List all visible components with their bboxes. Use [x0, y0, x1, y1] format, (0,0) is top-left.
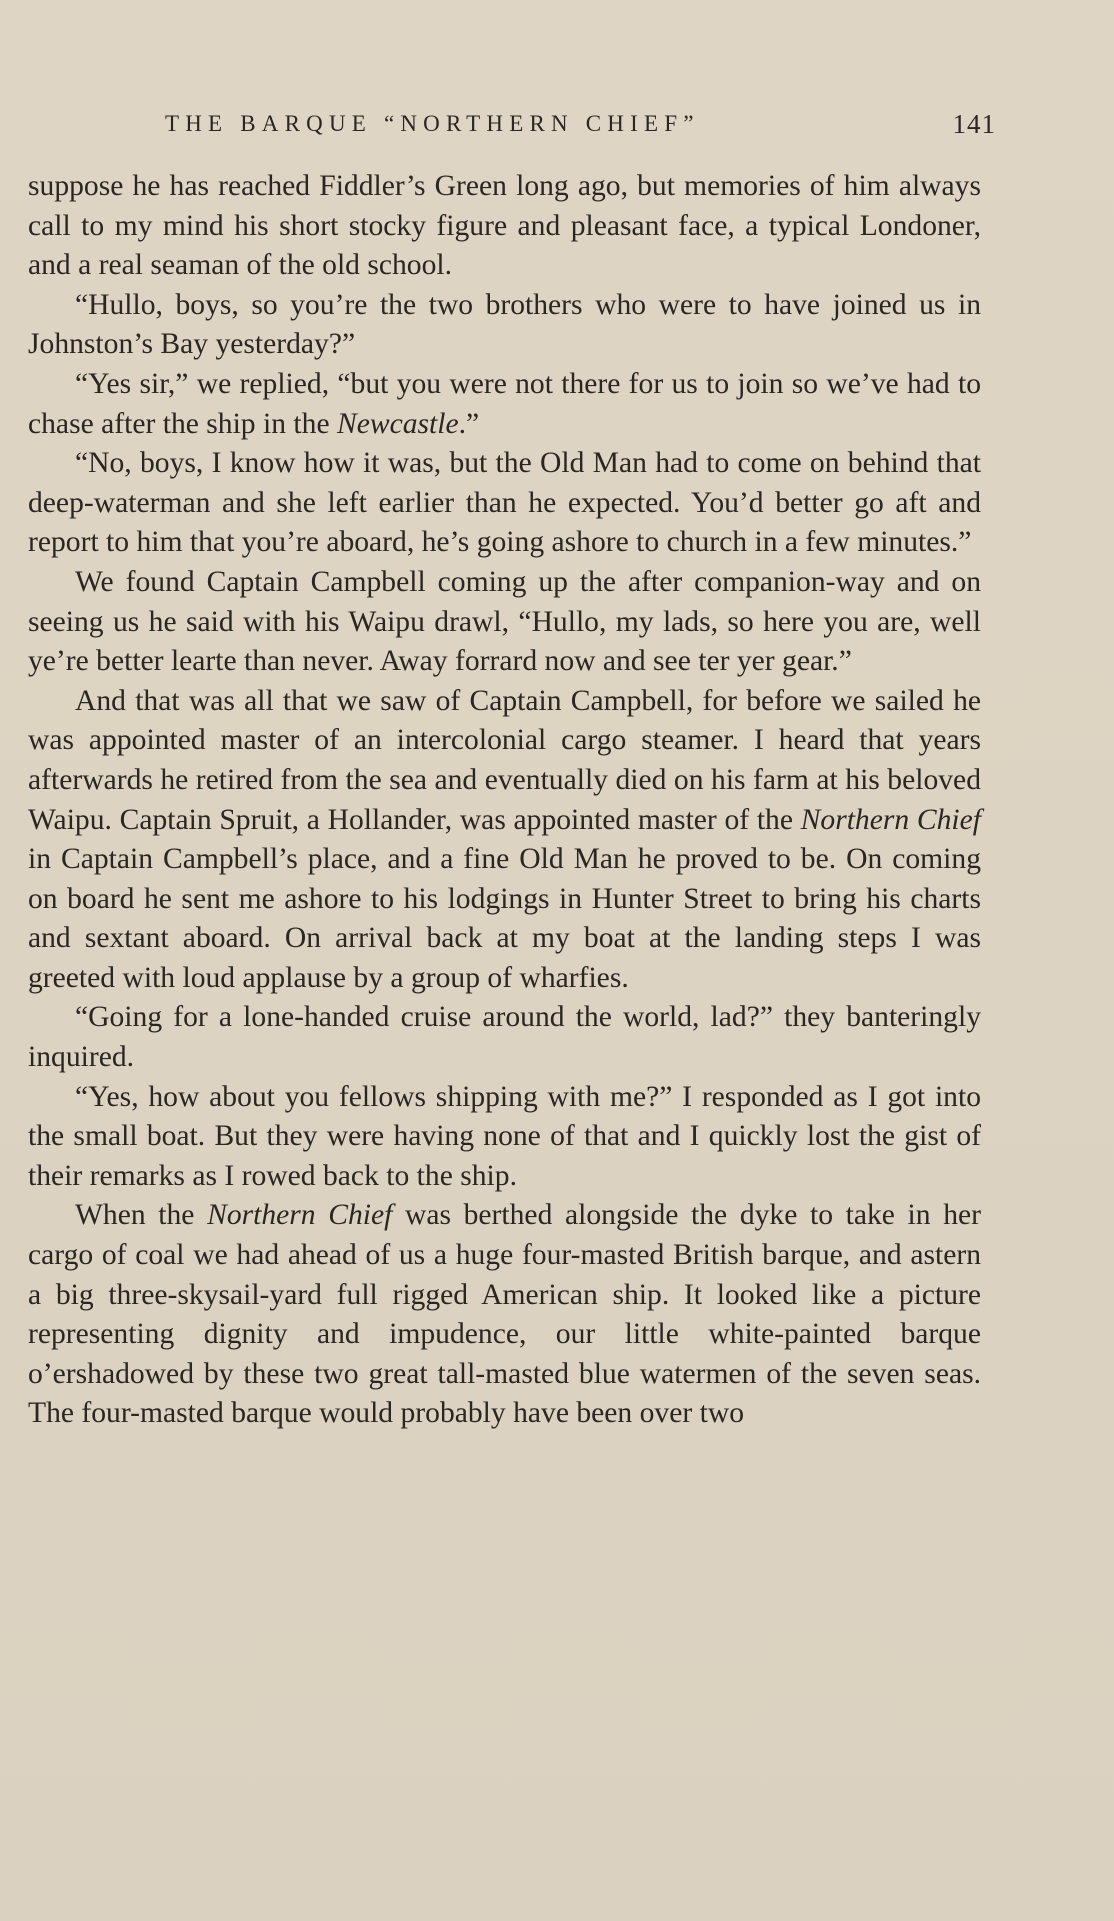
paragraph-5	[28, 563, 981, 682]
paragraph-text: “Going for a lone-handed cruise around the world, lad?” they banteringly inquired.	[28, 1001, 981, 1074]
paragraph-6	[28, 682, 981, 999]
paragraph-8	[28, 1078, 981, 1197]
paragraph-9	[28, 1196, 981, 1434]
paragraph-text: When the	[75, 1199, 208, 1232]
ship-name-italic: Newcastle	[336, 407, 459, 440]
ship-name-italic: Northern Chief	[207, 1199, 393, 1232]
body-text	[28, 167, 981, 1434]
paragraph-7	[28, 998, 981, 1077]
ship-name-italic: Northern Chief	[800, 803, 981, 836]
page-header	[28, 104, 1086, 144]
paragraph-text: “No, boys, I know how it was, but the Old Man had to come on behind that deep-waterman and she left earlier than he expected. You’d better go aft and report to him that you’re aboard, he’s going ashore to church in a few minutes.”	[28, 447, 981, 559]
paragraph-text: We found Captain Campbell coming up the after companion-way and on seeing us he said with his Waipu drawl, “Hullo, my lads, so here you are, well ye’re better learte than never. Away forrard now and see ter yer gear.”	[28, 565, 981, 678]
page-number: 141	[952, 109, 996, 139]
paragraph-text: “Hullo, boys, so you’re the two brothers who were to have joined us in Johnston’s Bay yesterday?”	[28, 288, 981, 361]
paragraph-3	[28, 365, 981, 444]
paragraph-4	[28, 444, 981, 563]
paragraph-2	[28, 286, 981, 365]
paragraph-text: .”	[458, 407, 480, 440]
paragraph-text: in Captain Campbell’s place, and a fine Old Man he proved to be. On coming on board he sent me ashore to his lodgings in Hunter Street to bring his charts and sextant aboard. On arrival back at my boat at the landing steps I was greeted with loud applause by a group of wharfies.	[28, 843, 981, 994]
paragraph-text: “Yes, how about you fellows shipping with me?” I responded as I got into the small boat. But they were having none of that and I quickly lost the gist of their remarks as I rowed back to the ship.	[28, 1080, 981, 1192]
paragraph-text: And that was all that we saw of Captain Campbell, for before we sailed he was appointed master of an intercolonial cargo steamer. I heard that years afterwards he retired from the sea and eventually died on his farm at his beloved Waipu. Captain Spruit, a Hollander, was appointed master of the	[28, 684, 981, 836]
paragraph-1	[28, 167, 981, 286]
running-title: THE BARQUE “NORTHERN CHIEF”	[165, 111, 700, 136]
paragraph-text: was berthed alongside the dyke to take in her cargo of coal we had ahead of us a huge four-masted British barque, and astern a big three-skysail-yard full rigged American ship. It looked like a picture representing dignity and impudence, our little white-painted barque o’ershadowed by these two great tall-masted blue watermen of the seven seas. The four-masted barque would probably have been over two	[28, 1199, 981, 1430]
paragraph-text: suppose he has reached Fiddler’s Green long ago, but memories of him always call to my mind his short stocky figure and pleasant face, a typical Londoner, and a real seaman of the old school.	[28, 170, 981, 282]
paragraph-text: “Yes sir,” we replied, “but you were not there for us to join so we’ve had to chase after the ship in the	[28, 367, 981, 440]
